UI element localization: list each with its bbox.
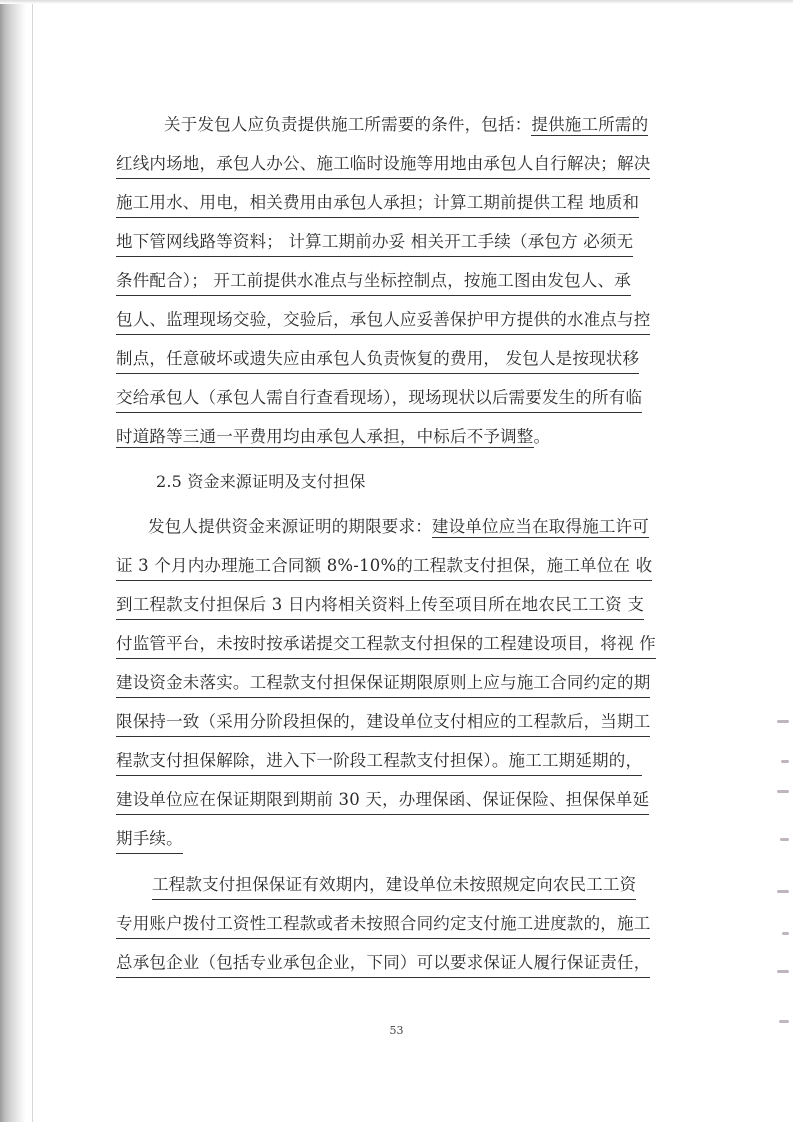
para1-line8: 交给承包人（承包人需自行查看现场），现场现状以后需要发生的所有临 <box>116 385 642 413</box>
para2-line1-underlined: 建设单位应当在取得施工许可 <box>431 517 650 536</box>
para2-line1-lead: 发包人提供资金来源证明的期限要求： <box>148 517 432 536</box>
para2-line3: 到工程款支付担保后 3 日内将相关资料上传至项目所在地农民工工资 支 <box>116 592 644 620</box>
para2-line2: 证 3 个月内办理施工合同额 8%-10%的工程款支付担保，施工单位在 收 <box>116 553 652 581</box>
para3-line2: 专用账户拨付工资性工程款或者未按照合同约定支付施工进度款的，施工 <box>116 911 650 939</box>
seal-stamp-fragment <box>771 720 791 1050</box>
para1-line4: 地下管网线路等资料； 计算工期前办妥 相关开工手续（承包方 必须无 <box>116 229 633 257</box>
para1-line1-underlined: 提供施工所需的 <box>531 115 649 134</box>
para2-line1 <box>148 514 649 540</box>
page-number: 53 <box>389 1024 404 1037</box>
para1-line9-underlined: 时道路等三通一平费用均由承包人承担，中标后不予调整 <box>116 427 534 446</box>
para1-line3: 施工用水、用电，相关费用由承包人承担；计算工期前提供工程 地质和 <box>116 190 639 218</box>
para1-line6: 包人、监理现场交验，交验后，承包人应妥善保护甲方提供的水准点与控 <box>116 307 650 335</box>
para2-line9: 期手续。 <box>116 826 183 854</box>
para1-line7: 制点，任意破坏或遗失应由承包人负责恢复的费用， 发包人是按现状移 <box>116 346 639 374</box>
para1-line9-tail: 。 <box>533 427 551 446</box>
scan-top-edge-shadow <box>0 0 793 4</box>
para1-line1 <box>164 112 648 138</box>
para2-line5: 建设资金未落实。工程款支付担保保证期限原则上应与施工合同约定的期 <box>116 670 650 698</box>
para2-line6: 限保持一致（采用分阶段担保的，建设单位支付相应的工程款后，当期工 <box>116 709 650 737</box>
para1-line9 <box>116 424 550 450</box>
para3-line3: 总承包企业（包括专业承包企业，下同）可以要求保证人履行保证责任， <box>116 950 650 978</box>
para1-line1-lead: 关于发包人应负责提供施工所需要的条件，包括： <box>164 115 532 134</box>
para2-line8: 建设单位应在保证期限到期前 30 天，办理保函、保证保险、担保保单延 <box>116 787 649 815</box>
scan-left-edge-shadow <box>0 0 26 1122</box>
section-heading: 2.5 资金来源证明及支付担保 <box>156 472 366 491</box>
scan-binding-line <box>32 0 33 1122</box>
para3-line1: 工程款支付担保保证有效期内，建设单位未按照规定向农民工工资 <box>152 872 636 900</box>
para2-line4: 付监管平台，未按时按承诺提交工程款支付担保的工程建设项目，将视 作 <box>116 631 656 659</box>
para1-line2: 红线内场地，承包人办公、施工临时设施等用地由承包人自行解决；解决 <box>116 151 650 179</box>
para1-line5: 条件配合）； 开工前提供水准点与坐标控制点，按施工图由发包人、承 <box>116 268 631 296</box>
para2-line7: 程款支付担保解除，进入下一阶段工程款支付担保）。施工工期延期的， <box>116 748 642 776</box>
